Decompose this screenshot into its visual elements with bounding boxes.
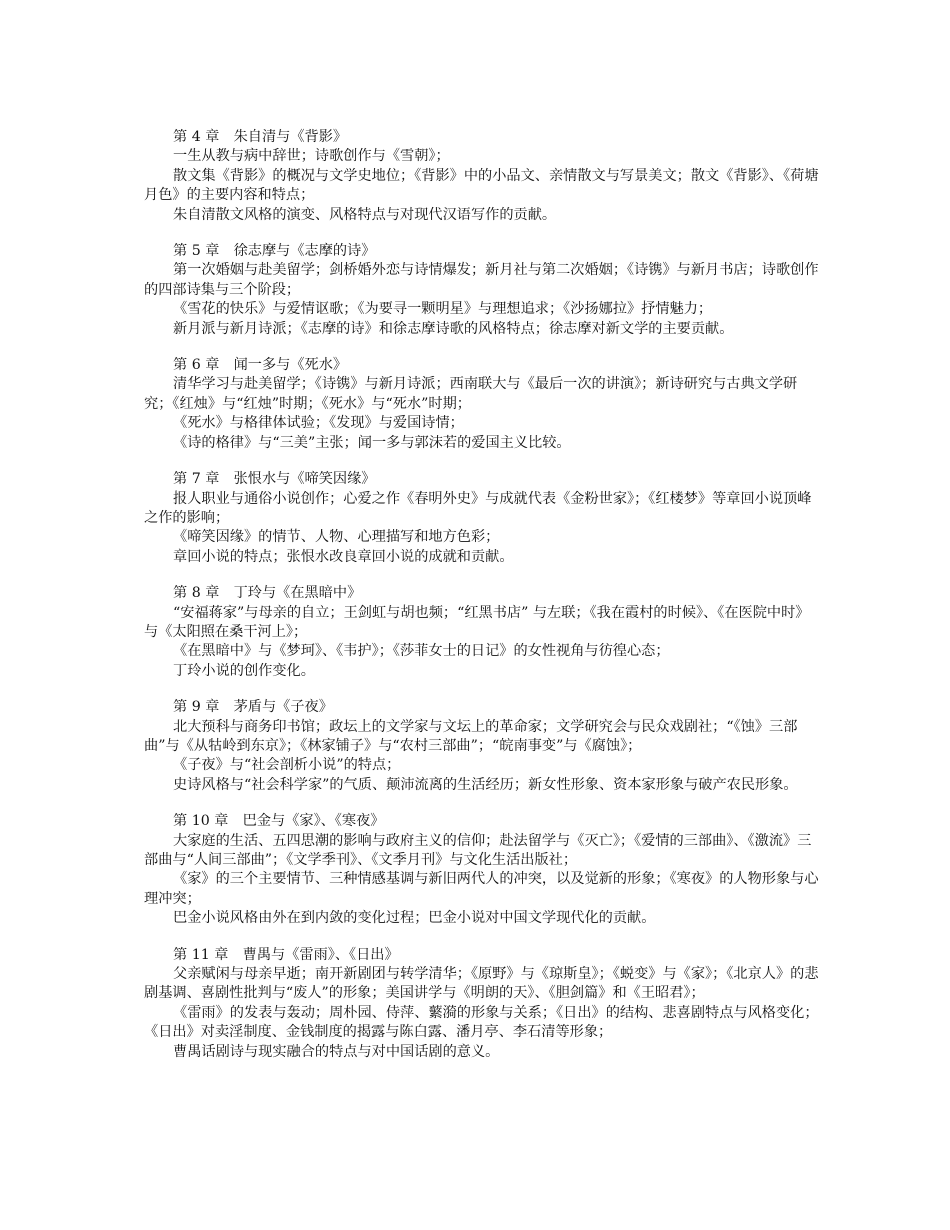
chapter-paragraph: 《雪花的快乐》与爱情讴歌；《为要寻一颗明星》与理想追求；《沙扬娜拉》抒情魅力； bbox=[173, 301, 713, 318]
chapter-8 bbox=[144, 584, 820, 681]
chapter-paragraph: 朱自清散文风格的演变、风格特点与对现代汉语写作的贡献。 bbox=[173, 206, 557, 223]
chapter-paragraph: 新月派与新月诗派；《志摩的诗》和徐志摩诗歌的风格特点；徐志摩对新文学的主要贡献。 bbox=[173, 320, 734, 337]
chapter-heading: 第 8 章 丁玲与《在黑暗中》 bbox=[173, 585, 362, 602]
chapter-heading: 第 11 章 曹禺与《雷雨》、《日出》 bbox=[173, 946, 399, 963]
chapter-paragraph: 《子夜》与“社会剖析小说”的特点； bbox=[173, 757, 401, 774]
chapter-heading: 第 5 章 徐志摩与《志摩的诗》 bbox=[173, 243, 376, 260]
chapter-paragraph: 《雷雨》的发表与轰动；周朴园、侍萍、蘩漪的形象与关系；《日出》的结构、悲喜剧特点与风格变化；《日出》对卖淫制度、金钱制度的揭露与陈白露、潘月亭、李石清等形象； bbox=[144, 1004, 819, 1041]
chapter-paragraph: 丁玲小说的创作变化。 bbox=[173, 662, 315, 679]
chapter-6 bbox=[144, 356, 820, 453]
document-page bbox=[144, 128, 820, 1079]
chapter-paragraph: “安福蒋家”与母亲的自立；王剑虹与胡也频；“红黑书店” 与左联；《我在霞村的时候》、《在医院中时》与《太阳照在桑干河上》； bbox=[144, 604, 810, 640]
chapter-paragraph: 一生从教与病中辞世；诗歌创作与《雪朝》； bbox=[173, 148, 450, 165]
chapter-5 bbox=[144, 242, 820, 339]
chapter-paragraph: 《死水》与格律体试验；《发现》与爱国诗情； bbox=[173, 415, 464, 432]
chapter-paragraph: 章回小说的特点；张恨水改良章回小说的成就和贡献。 bbox=[173, 548, 514, 565]
chapter-heading: 第 9 章 茅盾与《子夜》 bbox=[173, 699, 333, 716]
chapter-paragraph: 清华学习与赴美留学；《诗镌》与新月诗派；西南联大与《最后一次的讲演》；新诗研究与古典文学研究；《红烛》与“红烛”时期；《死水》与“死水”时期； bbox=[144, 376, 798, 412]
chapter-10 bbox=[144, 812, 820, 928]
chapter-9 bbox=[144, 698, 820, 795]
chapter-7 bbox=[144, 470, 820, 567]
chapter-paragraph: 《啼笑因缘》的情节、人物、心理描写和地方色彩； bbox=[173, 529, 500, 546]
chapter-heading: 第 6 章 闻一多与《死水》 bbox=[173, 357, 348, 374]
chapter-paragraph: 北大预科与商务印书馆；政坛上的文学家与文坛上的革命家；文学研究会与民众戏剧社；“《蚀》三部曲”与《从牯岭到东京》；《林家铺子》与“农村三部曲”；“皖南事变”与《腐蚀》； bbox=[144, 718, 798, 754]
chapter-paragraph: 第一次婚姻与赴美留学；剑桥婚外恋与诗情爆发；新月社与第二次婚姻；《诗镌》与新月书店；诗歌创作的四部诗集与三个阶段； bbox=[144, 262, 819, 298]
chapter-heading: 第 4 章 朱自清与《背影》 bbox=[173, 129, 348, 145]
chapter-paragraph: 曹禺话剧诗与现实融合的特点与对中国话剧的意义。 bbox=[173, 1043, 500, 1060]
chapter-paragraph: 《诗的格律》与“三美”主张；闻一多与郭沫若的爱国主义比较。 bbox=[173, 434, 571, 451]
chapter-paragraph: 巴金小说风格由外在到内敛的变化过程；巴金小说对中国文学现代化的贡献。 bbox=[173, 910, 656, 927]
chapter-paragraph: 父亲赋闲与母亲早逝；南开新剧团与转学清华；《原野》与《琼斯皇》；《蜕变》与《家》；《北京人》的悲剧基调、喜剧性批判与“废人”的形象；美国讲学与《明朗的天》、《胆剑篇》和《王昭君》； bbox=[144, 966, 819, 1002]
chapter-paragraph: 《在黑暗中》与《梦珂》、《韦护》；《莎菲女士的日记》的女性视角与彷徨心态； bbox=[173, 643, 670, 660]
chapter-heading: 第 7 章 张恨水与《啼笑因缘》 bbox=[173, 471, 376, 488]
chapter-11 bbox=[144, 946, 820, 1062]
chapter-paragraph: 《家》的三个主要情节、三种情感基调与新旧两代人的冲突，以及觉新的形象；《寒夜》的人物形象与心理冲突； bbox=[144, 871, 819, 907]
chapter-paragraph: 大家庭的生活、五四思潮的影响与政府主义的信仰；赴法留学与《灭亡》；《爱情的三部曲》、《激流》三部曲与“人间三部曲”；《文学季刊》、《文季月刊》与文化生活出版社； bbox=[144, 832, 812, 868]
chapter-heading: 第 10 章 巴金与《家》、《寒夜》 bbox=[173, 813, 385, 830]
chapter-paragraph: 散文集《背影》的概况与文学史地位；《背影》中的小品文、亲情散文与写景美文；散文《背影》、《荷塘月色》的主要内容和特点； bbox=[144, 167, 819, 204]
chapter-paragraph: 史诗风格与“社会科学家”的气质、颠沛流离的生活经历；新女性形象、资本家形象与破产农民形象。 bbox=[173, 776, 798, 793]
chapter-paragraph: 报人职业与通俗小说创作；心爱之作《春明外史》与成就代表《金粉世家》；《红楼梦》等章回小说顶峰之作的影响； bbox=[144, 490, 812, 526]
chapter-4 bbox=[144, 128, 820, 225]
